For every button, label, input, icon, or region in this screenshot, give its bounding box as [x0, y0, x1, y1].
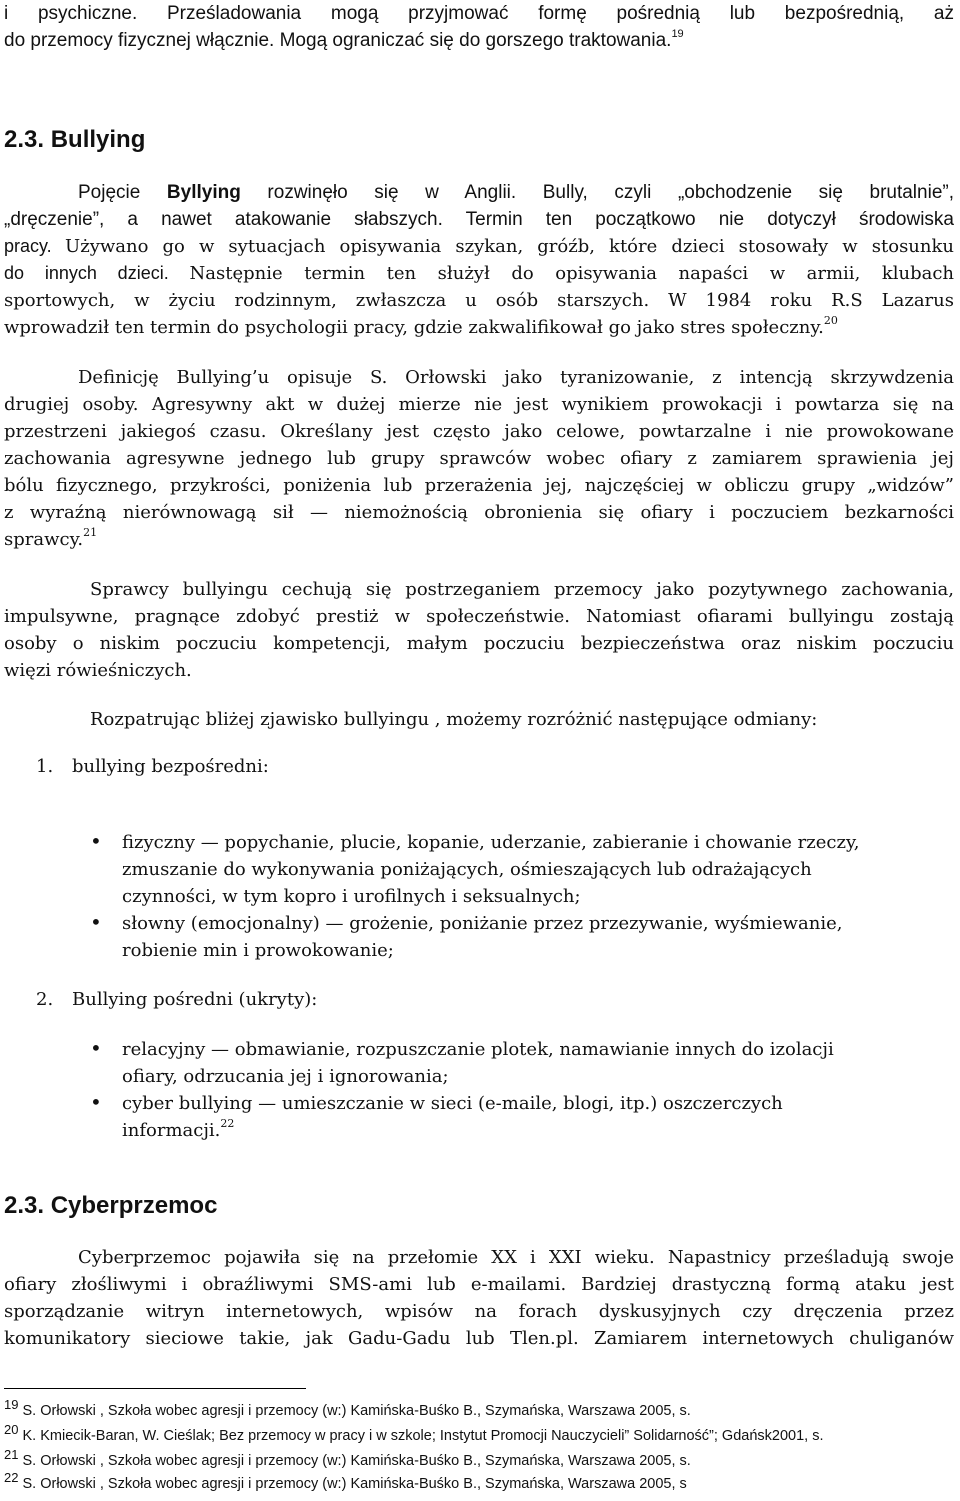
- section-heading: 2.3. Cyberprzemoc: [4, 1192, 218, 1219]
- bullet-icon: •: [90, 910, 102, 934]
- text-line: do innych dzieci. Następnie termin ten służył do opisywania napaści w armii, klubach: [4, 263, 955, 284]
- bullet-text: ofiary, odrzucania jej i ignorowania;: [122, 1066, 449, 1087]
- bullet-text: czynności, w tym kopro i urofilnych i seksualnych;: [122, 886, 581, 907]
- footnote-ref[interactable]: 22: [220, 1117, 235, 1130]
- text-line: więzi rówieśniczych.: [4, 660, 192, 681]
- footnote: 19 S. Orłowski , Szkoła wobec agresji i przemocy (w:) Kamińska-Buśko B., Szymańska, Warszawa 2005, s.: [4, 1397, 691, 1419]
- section-heading: 2.3. Bullying: [4, 126, 146, 153]
- text-line: Definicję Bullying’u opisuje S. Orłowski jako tyranizowanie, z intencją skrzywdzenia: [78, 367, 954, 388]
- bullet-icon: •: [90, 829, 102, 853]
- footnote: 20 K. Kmiecik-Baran, W. Cieślak; Bez przemocy w pracy i w szkole; Instytut Promocji Nauczycieli” Solidarność”; Gdańsk2001, s.: [4, 1422, 824, 1444]
- text-line: Cyberprzemoc pojawiła się na przełomie XX i XXI wieku. Napastnicy prześladują swoje: [78, 1247, 954, 1268]
- bullet-icon: •: [90, 1036, 102, 1060]
- text-line: „dręczenie”, a nawet atakowanie słabszych. Termin ten początkowo nie dotyczył środowiska: [4, 209, 954, 230]
- text-line: sporządzanie witryn internetowych, wpisów na forach dyskusyjnych czy dręczenia przez: [4, 1301, 954, 1322]
- footnote-separator: [4, 1388, 306, 1389]
- list-item: Bullying pośredni (ukryty):: [72, 989, 318, 1010]
- text-line: ofiary złośliwymi i obraźliwymi SMS-ami lub e-mailami. Bardziej drastyczną formą ataku jest: [4, 1274, 954, 1295]
- bullet-text: słowny (emocjonalny) — grożenie, poniżanie przez przezywanie, wyśmiewanie,: [122, 913, 843, 934]
- list-item: bullying bezpośredni:: [72, 756, 269, 777]
- text-line: bólu fizycznego, przykrości, poniżenia lub przerażenia jej, najczęściej w obliczu grupy „widzów”: [4, 475, 954, 496]
- footnote: 21 S. Orłowski , Szkoła wobec agresji i przemocy (w:) Kamińska-Buśko B., Szymańska, Warszawa 2005, s.: [4, 1447, 691, 1469]
- footnote: 22 S. Orłowski , Szkoła wobec agresji i przemocy (w:) Kamińska-Buśko B., Szymańska, Warszawa 2005, s: [4, 1470, 687, 1492]
- list-number: 2.: [36, 989, 54, 1010]
- footnote-ref[interactable]: 19: [671, 27, 684, 40]
- text-line: Sprawcy bullyingu cechują się postrzeganiem przemocy jako pozytywnego zachowania,: [90, 579, 954, 600]
- bullet-text: cyber bullying — umieszczanie w sieci (e-maile, blogi, itp.) oszczerczych: [122, 1093, 783, 1114]
- text-line: Rozpatrując bliżej zjawisko bullyingu , możemy rozróżnić następujące odmiany:: [90, 709, 818, 730]
- text-line: sportowych, w życiu rodzinnym, zwłaszcza u osób starszych. W 1984 roku R.S Lazarus: [4, 290, 954, 311]
- text-line: pracy. Używano go w sytuacjach opisywania szykan, gróźb, które dzieci stosowały w stosunku: [4, 236, 954, 257]
- text-line: Pojęcie Byllying rozwinęło się w Anglii. Bully, czyli „obchodzenie się brutalnie”,: [78, 182, 954, 203]
- footnote-ref[interactable]: 20: [823, 314, 838, 327]
- text-line: komunikatory sieciowe takie, jak Gadu-Gadu lub Tlen.pl. Zamiarem internetowych chuliganów: [4, 1328, 954, 1349]
- text-line: do przemocy fizycznej włącznie. Mogą ograniczać się do gorszego traktowania.$^{19}$: [4, 27, 684, 51]
- list-number: 1.: [36, 756, 54, 777]
- text-line: osoby o niskim poczuciu kompetencji, małym poczuciu bezpieczeństwa oraz niskim poczuciu: [4, 633, 954, 654]
- bullet-text: fizyczny — popychanie, plucie, kopanie, uderzanie, zabieranie i chowanie rzeczy,: [122, 832, 860, 853]
- bullet-text: robienie min i prowokowanie;: [122, 940, 394, 961]
- bullet-text: zmuszanie do wykonywania poniżających, ośmieszających lub odrażających: [122, 859, 812, 880]
- bullet-text: relacyjny — obmawianie, rozpuszczanie plotek, namawianie innych do izolacji: [122, 1039, 834, 1060]
- text-line: sprawcy.$^{21}$: [4, 526, 98, 550]
- footnote-ref[interactable]: 21: [83, 526, 98, 539]
- text-line: przestrzeni jakiegoś czasu. Określany jest często jako celowe, powtarzalne i nie prowokowane: [4, 421, 954, 442]
- text-line: i psychiczne. Prześladowania mogą przyjmować formę pośrednią lub bezpośrednią, aż: [4, 3, 954, 24]
- text-line: zachowania agresywne jednego lub grupy sprawców wobec ofiary z zamiarem sprawienia jej: [4, 448, 954, 469]
- text-line: drugiej osoby. Agresywny akt w dużej mierze nie jest wynikiem prowokacji i powtarza się na: [4, 394, 954, 415]
- bullet-text: informacji.$^{22}$: [122, 1117, 235, 1141]
- bullet-icon: •: [90, 1090, 102, 1114]
- text-line: impulsywne, pragnące zdobyć prestiż w społeczeństwie. Natomiast ofiarami bullyingu zostają: [4, 606, 954, 627]
- text-line: wprowadził ten termin do psychologii pracy, gdzie zakwalifikował go jako stres społeczny.$^{20}$: [4, 314, 838, 338]
- text-line: z wyraźną nierównowagą sił — niemożnością obronienia się ofiary i poczuciem bezkarności: [4, 502, 954, 523]
